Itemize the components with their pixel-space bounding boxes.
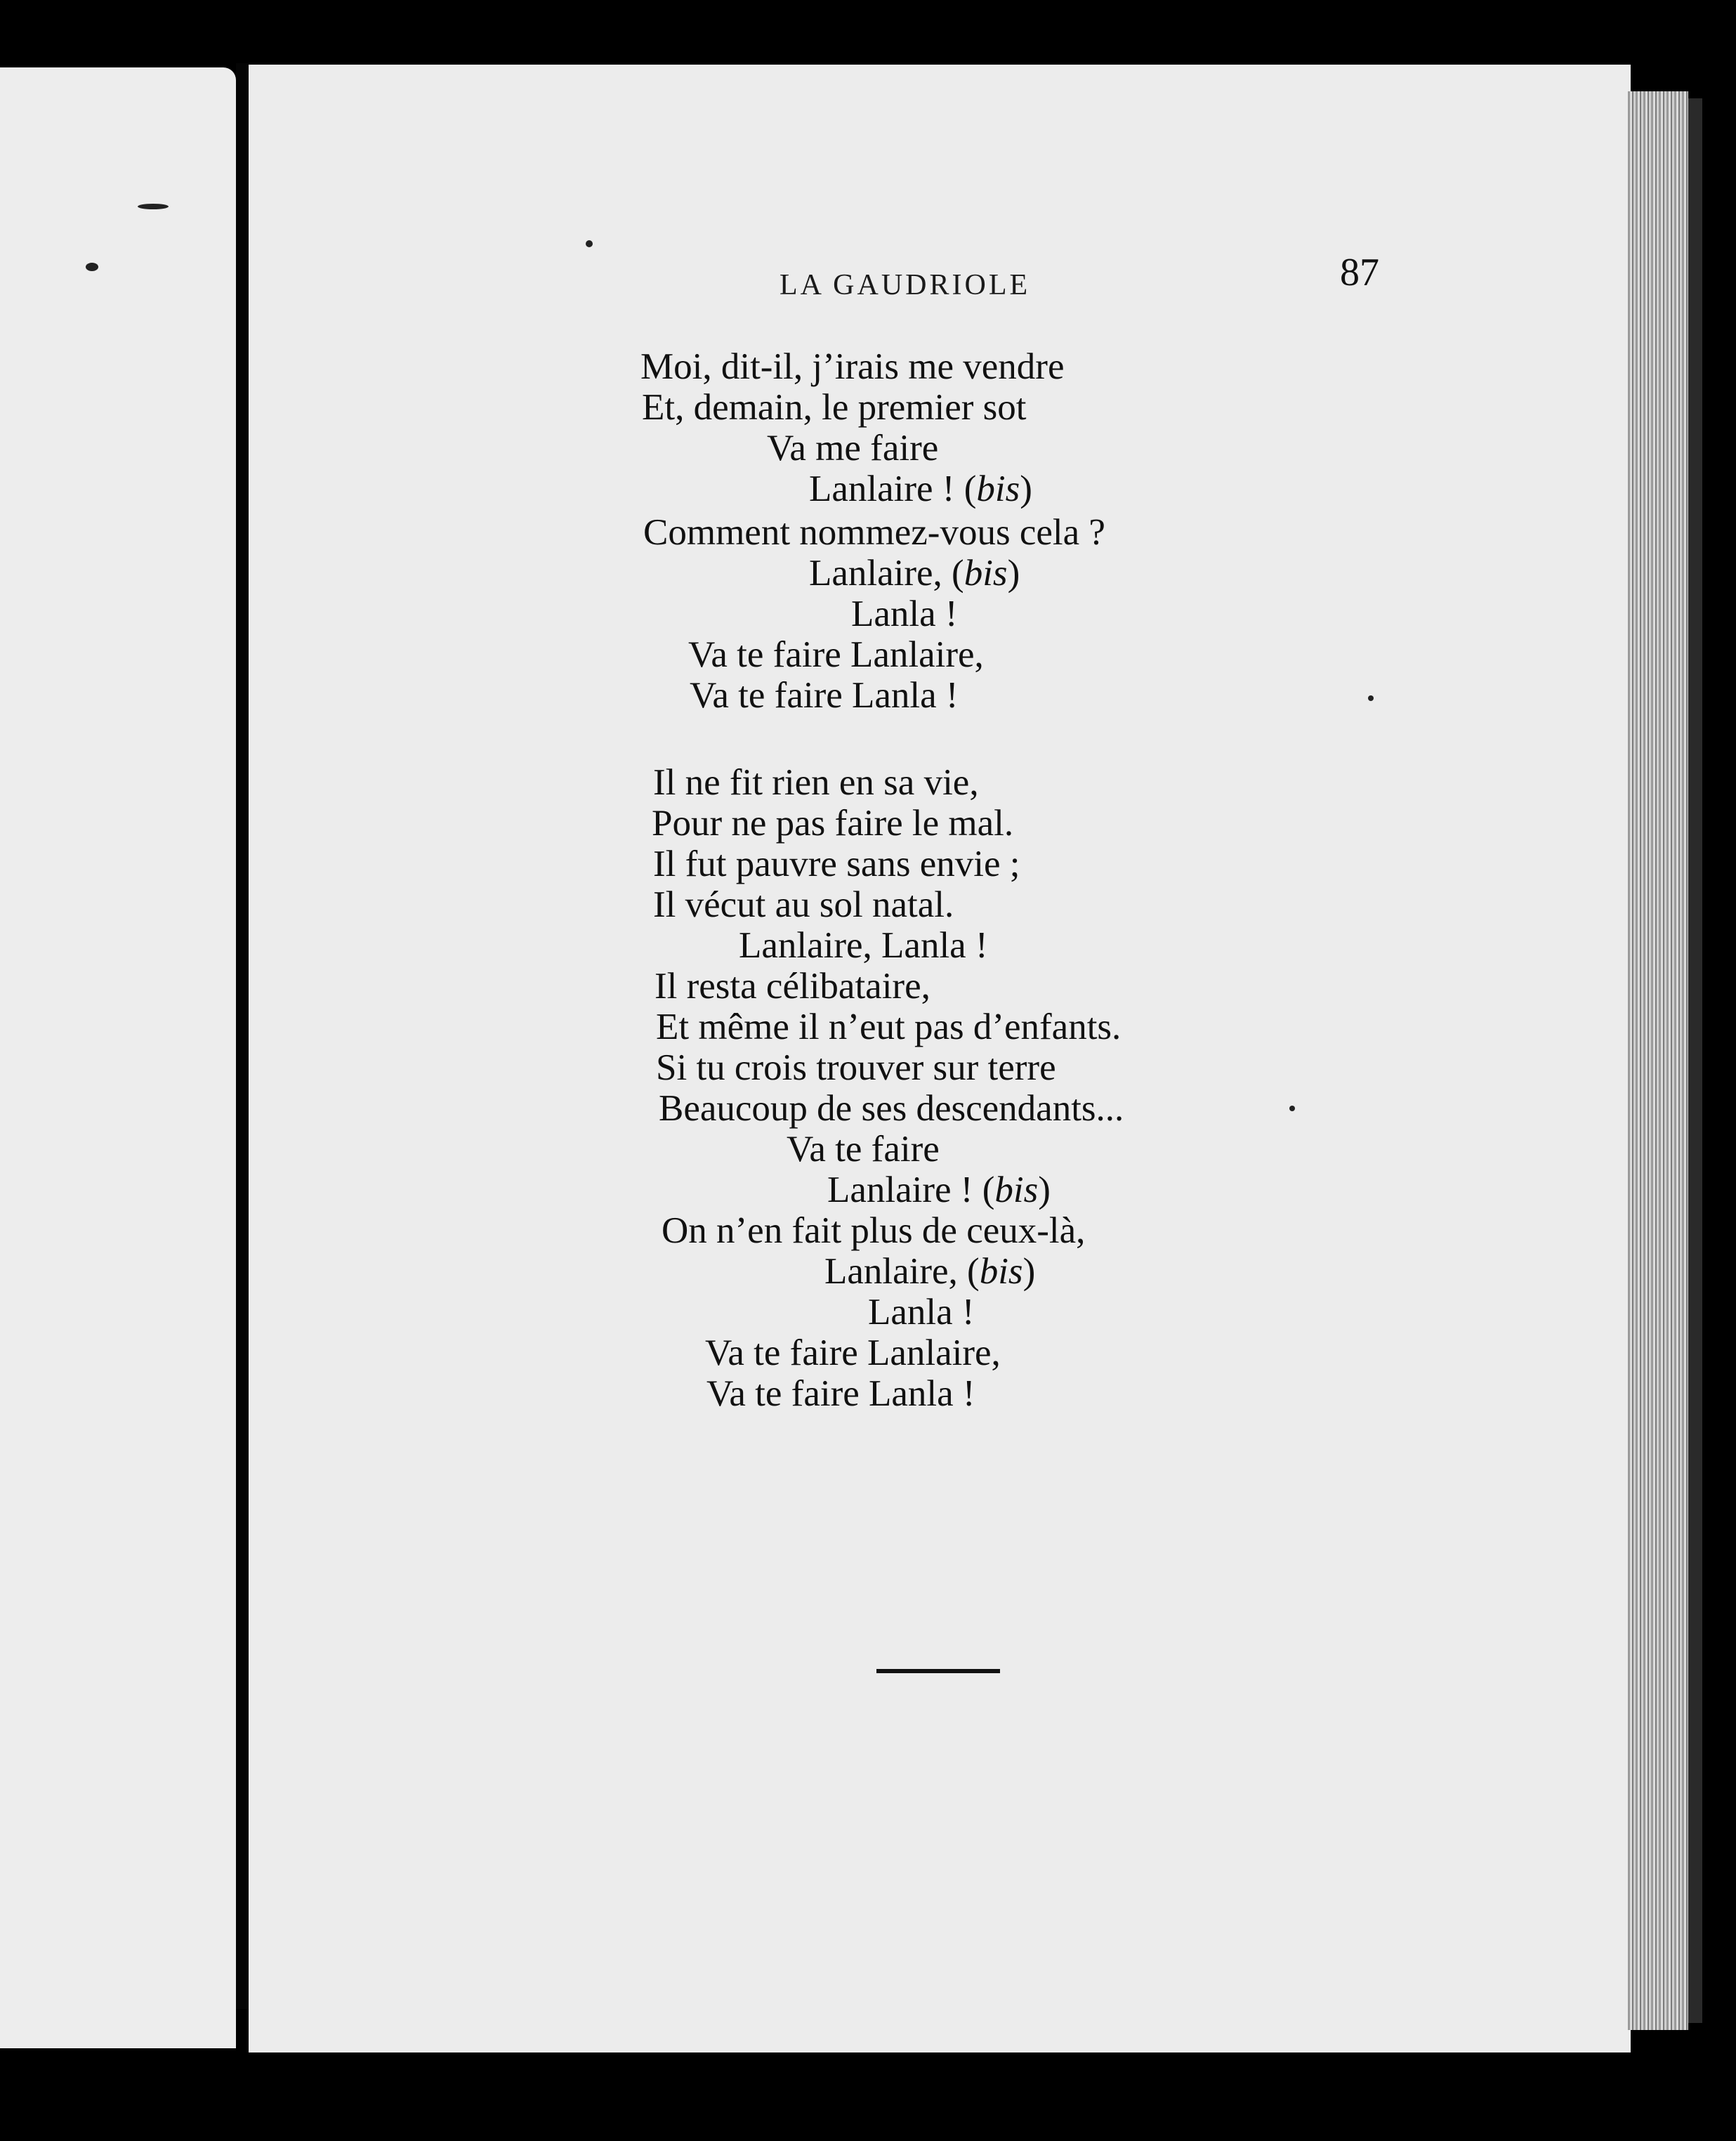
verse-line: Lanlaire ! (bis) [827,1170,1051,1210]
verse-line: Il fut pauvre sans envie ; [653,844,1020,884]
verse-line: Moi, dit-il, j’irais me vendre [640,346,1065,387]
verse-line: Va te faire Lanlaire, [688,634,984,675]
verse-line: Va te faire [787,1129,940,1170]
verse-line: Et, demain, le premier sot [642,387,1027,428]
verse-line: On n’en fait plus de ceux-là, [662,1210,1086,1251]
verse-line: Pour ne pas faire le mal. [652,803,1014,844]
left-facing-page [0,67,236,2048]
page-number: 87 [1340,251,1379,294]
scan-speck [138,204,169,209]
scan-speck [86,263,98,271]
verse-line: Lanla ! [851,594,958,634]
verse-line: Lanlaire, Lanla ! [739,925,988,966]
end-rule [876,1669,1000,1673]
verse-line: Lanla ! [868,1292,975,1333]
verse-line: Beaucoup de ses descendants... [659,1088,1124,1129]
verse-line: Si tu crois trouver sur terre [656,1047,1056,1088]
verse-line: Va te faire Lanla ! [706,1373,975,1414]
scan-speck [586,240,593,247]
page-edges-shadow [1688,98,1702,2023]
scan-speck [1368,695,1374,701]
verse-line: Va te faire Lanlaire, [705,1333,1001,1373]
verse-line: Il vécut au sol natal. [653,884,954,925]
verse-line: Va te faire Lanla ! [690,675,959,716]
verse-line: Va me faire [767,428,939,469]
verse-line: Comment nommez-vous cela ? [643,512,1105,553]
book-gutter [236,63,249,2009]
running-title: LA GAUDRIOLE [780,269,1031,301]
verse-line: Il resta célibataire, [655,966,931,1007]
verse-line: Il ne fit rien en sa vie, [653,762,979,803]
page-edges [1628,91,1688,2030]
scan-speck [1289,1106,1295,1111]
verse-line: Et même il n’eut pas d’enfants. [656,1007,1122,1047]
verse-line: Lanlaire ! (bis) [809,469,1032,509]
verse-line: Lanlaire, (bis) [824,1251,1036,1292]
verse-line: Lanlaire, (bis) [809,553,1020,594]
